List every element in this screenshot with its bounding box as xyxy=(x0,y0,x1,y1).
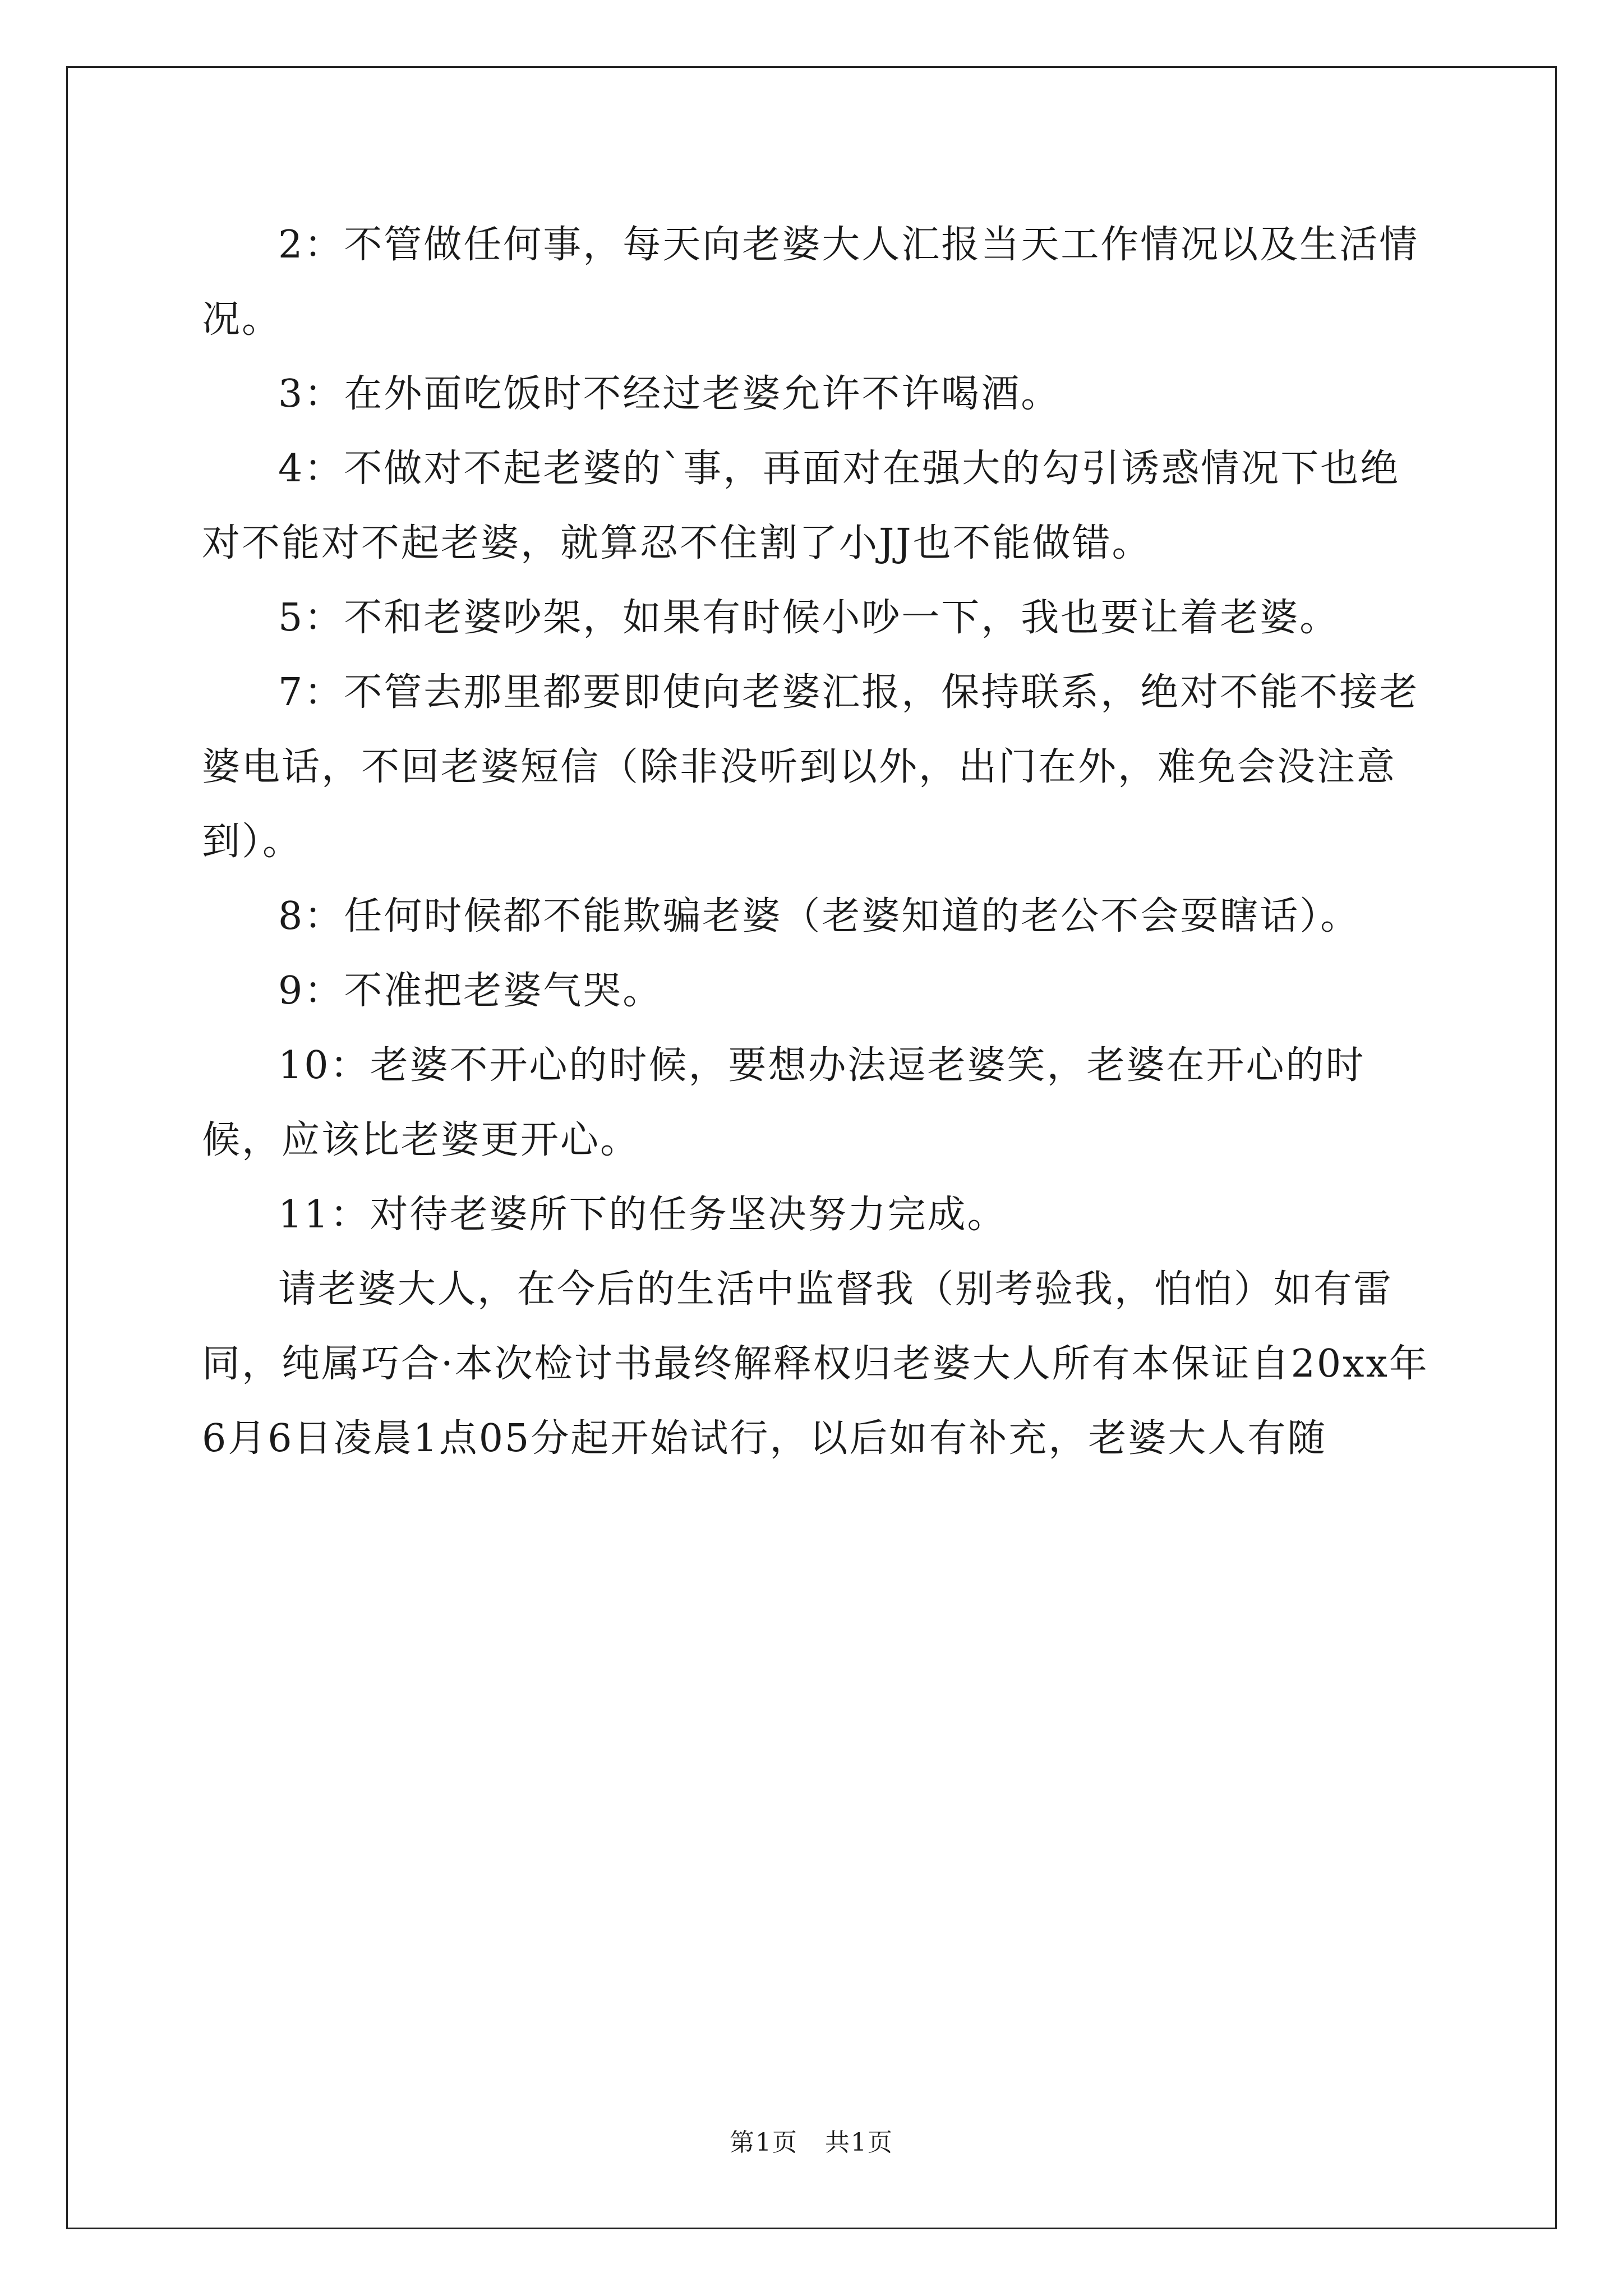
paragraph-rule-3: 3：在外面吃饭时不经过老婆允许不许喝酒。 xyxy=(278,372,1061,416)
paragraph-rule-5: 5：不和老婆吵架，如果有时候小吵一下，我也要让着老婆。 xyxy=(278,596,1340,640)
paragraph-rule-11: 11：对待老婆所下的任务坚决努力完成。 xyxy=(278,1193,1007,1237)
page-footer xyxy=(0,2126,1623,2160)
paragraph-closing: 请老婆大人，在今后的生活中监督我（别考验我，怕怕）如有雷同，纯属巧合·本次检讨书最终解释权归老婆大人所有本保证自20xx年6月6日凌晨1点05分起开始试行，以后如有补充，老婆大人有随 xyxy=(202,1267,1429,1461)
paragraph-rule-4: 4：不做对不起老婆的`事，再面对在强大的勾引诱惑情况下也绝对不能对不起老婆，就算忍不住割了小JJ也不能做错。 xyxy=(202,447,1400,565)
paragraph-rule-7: 7：不管去那里都要即使向老婆汇报，保持联系，绝对不能不接老婆电话，不回老婆短信（除非没听到以外，出门在外，难免会没注意到）。 xyxy=(202,670,1419,864)
page-number-current: 第1页 xyxy=(730,2128,798,2157)
paragraph-rule-9: 9：不准把老婆气哭。 xyxy=(278,969,663,1013)
document-body xyxy=(202,208,1430,1476)
paragraph-rule-2: 2：不管做任何事，每天向老婆大人汇报当天工作情况以及生活情况。 xyxy=(202,223,1419,342)
paragraph-rule-10: 10：老婆不开心的时候，要想办法逗老婆笑，老婆在开心的时候，应该比老婆更开心。 xyxy=(202,1043,1366,1162)
page-number-total: 共1页 xyxy=(825,2128,893,2157)
paragraph-rule-8: 8：任何时候都不能欺骗老婆（老婆知道的老公不会耍瞎话）。 xyxy=(278,894,1361,938)
